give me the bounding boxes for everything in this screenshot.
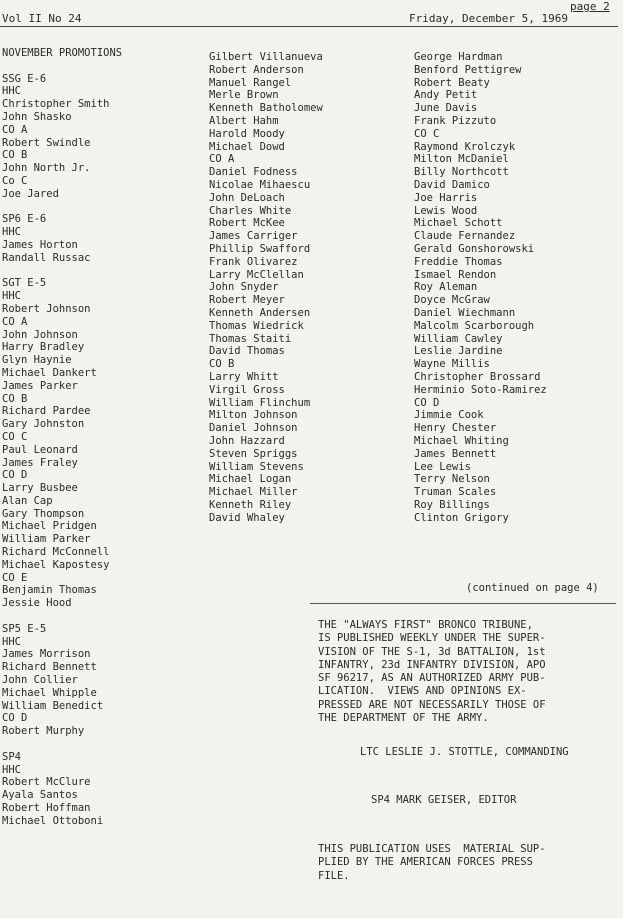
roster-line: Doyce McGraw <box>414 294 490 307</box>
roster-line: CO C <box>2 430 28 443</box>
roster-line <box>2 60 122 73</box>
roster-line: Truman Scales <box>414 486 497 499</box>
roster-line: Christopher Smith <box>2 98 110 111</box>
roster-line: CO A <box>209 153 235 166</box>
page-number: page 2 <box>570 0 610 13</box>
roster-line: Daniel Johnson <box>209 422 298 435</box>
roster-line: Roy Aleman <box>414 281 478 294</box>
roster-line: CO D <box>2 469 28 482</box>
roster-line: CO A <box>2 315 28 328</box>
roster-line: Thomas Wiedrick <box>209 319 304 332</box>
roster-line: Phillip Swafford <box>209 242 311 255</box>
roster-line: Christopher Brossard <box>414 370 541 383</box>
roster-line: George Hardman <box>414 51 503 63</box>
roster-line: John Johnson <box>2 328 78 341</box>
roster-line: Robert Hoffman <box>2 802 91 815</box>
roster-line: Virgil Gross <box>209 383 285 396</box>
roster-line <box>2 265 122 278</box>
roster-line: Charles White <box>209 204 292 217</box>
roster-line: Frank Olivarez <box>209 255 298 268</box>
roster-line: David Damico <box>414 178 490 191</box>
press-note-line: THIS PUBLICATION USES MATERIAL SUP- <box>318 843 546 855</box>
roster-line: Paul Leonard <box>2 443 78 456</box>
promotions-column-3 <box>414 51 547 524</box>
roster-line: Daniel Wiechmann <box>414 306 516 319</box>
roster-line: HHC <box>2 290 21 303</box>
roster-line: John Shasko <box>2 110 72 123</box>
roster-line: Nicolae Mihaescu <box>209 178 311 191</box>
roster-line: John North Jr. <box>2 162 91 175</box>
roster-line: Claude Fernandez <box>414 230 516 243</box>
roster-line: Manuel Rangel <box>209 76 292 89</box>
roster-line: Milton McDaniel <box>414 153 509 166</box>
masthead-line: THE DEPARTMENT OF THE ARMY. <box>318 712 489 725</box>
masthead-divider <box>310 603 616 604</box>
roster-line: Lee Lewis <box>414 460 471 473</box>
roster-line: Ayala Santos <box>2 789 78 802</box>
roster-line: Benjamin Thomas <box>2 584 97 597</box>
roster-line: Gary Thompson <box>2 507 85 520</box>
commander-line: LTC LESLIE J. STOTTLE, COMMANDING <box>360 746 569 758</box>
roster-line: NOVEMBER PROMOTIONS <box>2 47 123 59</box>
masthead-line: PRESSED ARE NOT NECESSARILY THOSE OF <box>318 698 546 711</box>
roster-line <box>2 610 122 623</box>
roster-line: John DeLoach <box>209 191 285 204</box>
press-note-line: PLIED BY THE AMERICAN FORCES PRESS <box>318 856 533 869</box>
roster-line: Larry Whitt <box>209 370 279 383</box>
roster-line: Larry McClellan <box>209 268 304 281</box>
roster-line: SGT E-5 <box>2 277 47 290</box>
roster-line: HHC <box>2 635 21 648</box>
roster-line: Merle Brown <box>209 89 279 102</box>
masthead-line: LICATION. VIEWS AND OPINIONS EX- <box>318 685 527 698</box>
roster-line: Freddie Thomas <box>414 255 503 268</box>
masthead-line: INFANTRY, 23d INFANTRY DIVISION, APO <box>318 658 546 671</box>
roster-line: James Horton <box>2 238 78 251</box>
roster-line: Kenneth Batholomew <box>209 102 323 115</box>
roster-line: Alan Cap <box>2 494 53 507</box>
roster-line: Robert Swindle <box>2 136 91 149</box>
roster-line: CO E <box>2 571 28 584</box>
roster-line <box>2 738 122 751</box>
volume-issue: Vol II No 24 <box>2 12 82 25</box>
masthead-line: THE "ALWAYS FIRST" BRONCO TRIBUNE, <box>318 619 533 631</box>
editor-line: SP4 MARK GEISER, EDITOR <box>371 794 517 806</box>
roster-line: Joe Jared <box>2 187 59 200</box>
roster-line: Joe Harris <box>414 191 478 204</box>
roster-line: John Hazzard <box>209 434 285 447</box>
roster-line: David Thomas <box>209 345 285 358</box>
roster-line: Michael Whipple <box>2 686 97 699</box>
roster-line: James Bennett <box>414 447 497 460</box>
roster-line: Gerald Gonshorowski <box>414 242 535 255</box>
roster-line: Wayne Millis <box>414 358 490 371</box>
roster-line: CO D <box>414 396 440 409</box>
roster-line: HHC <box>2 85 21 98</box>
masthead-line: IS PUBLISHED WEEKLY UNDER THE SUPER- <box>318 632 546 645</box>
roster-line: CO D <box>2 712 28 725</box>
roster-line: Michael Pridgen <box>2 520 97 533</box>
roster-line: Harold Moody <box>209 127 285 140</box>
masthead-line: SF 96217, AS AN AUTHORIZED ARMY PUB- <box>318 672 546 685</box>
roster-line: SP6 E-6 <box>2 213 47 226</box>
roster-line: William Flinchum <box>209 396 311 409</box>
roster-line: Richard McConnell <box>2 546 110 559</box>
press-note <box>318 843 546 883</box>
roster-line: Glyn Haynie <box>2 354 72 367</box>
roster-line: SSG E-6 <box>2 72 47 85</box>
roster-line: Terry Nelson <box>414 473 490 486</box>
roster-line: James Parker <box>2 379 78 392</box>
roster-line: SP5 E-5 <box>2 622 47 635</box>
roster-line: CO B <box>2 149 28 162</box>
roster-line: CO A <box>2 123 28 136</box>
roster-line: Gilbert Villanueva <box>209 51 323 63</box>
roster-line: Michael Ottoboni <box>2 814 104 827</box>
roster-line: Michael Miller <box>209 486 298 499</box>
roster-line: Milton Johnson <box>209 409 298 422</box>
roster-line: William Benedict <box>2 699 104 712</box>
masthead-statement <box>318 619 620 725</box>
roster-line: William Stevens <box>209 460 304 473</box>
roster-line: CO C <box>414 127 440 140</box>
roster-line: David Whaley <box>209 511 285 524</box>
roster-line <box>2 201 122 214</box>
roster-line: Robert Murphy <box>2 725 85 738</box>
roster-line: CO B <box>2 392 28 405</box>
roster-line: Richard Bennett <box>2 661 97 674</box>
roster-line: James Morrison <box>2 648 91 661</box>
roster-line: Herminio Soto-Ramirez <box>414 383 547 396</box>
roster-line: Robert Johnson <box>2 302 91 315</box>
roster-line: June Davis <box>414 102 478 115</box>
roster-line: Clinton Grigory <box>414 511 509 524</box>
roster-line: HHC <box>2 763 21 776</box>
roster-line: Michael Dowd <box>209 140 285 153</box>
roster-line: Steven Spriggs <box>209 447 298 460</box>
roster-line: Michael Kapostesy <box>2 558 110 571</box>
roster-line: Larry Busbee <box>2 482 78 495</box>
roster-line: Jessie Hood <box>2 597 72 610</box>
roster-line: Co C <box>2 174 28 187</box>
roster-line: Robert Anderson <box>209 63 304 76</box>
press-note-line: FILE. <box>318 869 350 882</box>
roster-line: Michael Dankert <box>2 366 97 379</box>
roster-line: John Snyder <box>209 281 279 294</box>
roster-line: Benford Pettigrew <box>414 63 522 76</box>
masthead-line: VISION OF THE S-1, 3d BATTALION, 1st <box>318 645 546 658</box>
roster-line: James Fraley <box>2 456 78 469</box>
roster-line: Malcolm Scarborough <box>414 319 535 332</box>
roster-line: Gary Johnston <box>2 418 85 431</box>
roster-line: Michael Logan <box>209 473 292 486</box>
roster-line: Daniel Fodness <box>209 166 298 179</box>
roster-line: Billy Northcott <box>414 166 509 179</box>
promotions-column-2 <box>209 51 323 524</box>
roster-line: Henry Chester <box>414 422 497 435</box>
roster-line: Frank Pizzuto <box>414 114 497 127</box>
roster-line: Leslie Jardine <box>414 345 503 358</box>
roster-line: James Carriger <box>209 230 298 243</box>
roster-line: Kenneth Riley <box>209 498 292 511</box>
roster-line: Michael Whiting <box>414 434 509 447</box>
roster-line: Randall Russac <box>2 251 91 264</box>
header-rule <box>0 26 618 27</box>
roster-line: Robert Meyer <box>209 294 285 307</box>
roster-line: Robert Beaty <box>414 76 490 89</box>
roster-line: Raymond Krolczyk <box>414 140 516 153</box>
roster-line: Jimmie Cook <box>414 409 484 422</box>
roster-line: Robert McClure <box>2 776 91 789</box>
roster-line: Robert McKee <box>209 217 285 230</box>
roster-line: Ismael Rendon <box>414 268 497 281</box>
issue-date: Friday, December 5, 1969 <box>409 12 568 25</box>
roster-line: William Cawley <box>414 332 503 345</box>
roster-line: Michael Schott <box>414 217 503 230</box>
roster-line: Kenneth Andersen <box>209 306 311 319</box>
roster-line: HHC <box>2 226 21 239</box>
roster-line: CO B <box>209 358 235 371</box>
continued-note: (continued on page 4) <box>466 582 599 594</box>
roster-line: Richard Pardee <box>2 405 91 418</box>
roster-line: Lewis Wood <box>414 204 478 217</box>
roster-line: William Parker <box>2 533 91 546</box>
roster-line: SP4 <box>2 750 21 763</box>
roster-line: Andy Petit <box>414 89 478 102</box>
roster-line: Albert Hahm <box>209 114 279 127</box>
roster-line: John Collier <box>2 674 78 687</box>
roster-line: Harry Bradley <box>2 341 85 354</box>
roster-line: Thomas Staiti <box>209 332 292 345</box>
promotions-column-1 <box>2 47 122 828</box>
roster-line: Roy Billings <box>414 498 490 511</box>
